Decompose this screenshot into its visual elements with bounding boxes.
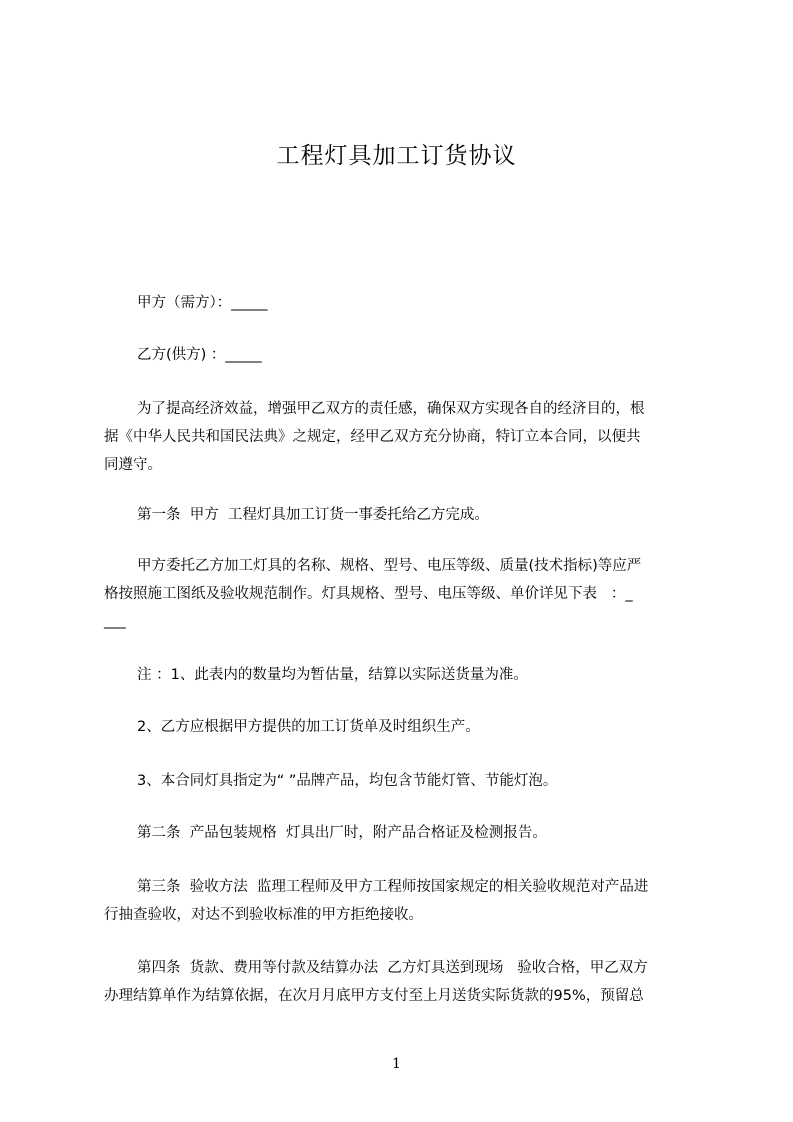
article-4-line-2: 办理结算单作为结算依据，在次月月底甲方支付至上月送货实际货款的95%，预留总	[104, 988, 644, 1004]
page-number: 1	[392, 1056, 401, 1072]
article-1-detail-line-2: 格按照施工图纸及验收规范制作。灯具规格、型号、电压等级、单价详见下表 ：_	[104, 586, 633, 602]
note-1: 注 ：1、此表内的数量均为暂估量，结算以实际送货量为准。	[137, 667, 528, 683]
note-2: 2、乙方应根据甲方提供的加工订货单及时组织生产。	[137, 719, 480, 735]
party-a-line: 甲方（需方）：_____	[137, 295, 268, 311]
preamble-line-2: 据《中华人民共和国民法典》之规定，经甲乙双方充分协商，特订立本合同，以便共	[104, 429, 641, 445]
document-title: 工程灯具加工订货协议	[276, 143, 517, 169]
article-1: 第一条 甲方 工程灯具加工订货一事委托给乙方完成。	[137, 507, 489, 523]
article-1-detail-line-3: ___	[104, 613, 126, 629]
preamble-line-3: 同遵守。	[104, 457, 162, 473]
note-3: 3、本合同灯具指定为“ ”品牌产品，均包含节能灯管、节能灯泡。	[137, 773, 558, 789]
preamble-line-1: 为了提高经济效益，增强甲乙双方的责任感，确保双方实现各自的经济目的，根	[137, 401, 645, 417]
article-2: 第二条 产品包装规格 灯具出厂时，附产品合格证及检测报告。	[137, 825, 547, 841]
article-1-detail-line-1: 甲方委托乙方加工灯具的名称、规格、型号、电压等级、质量(技术指标)等应严	[137, 558, 642, 574]
article-3-line-1: 第三条 验收方法 监理工程师及甲方工程师按国家规定的相关验收规范对产品进	[137, 879, 649, 895]
article-4-line-1: 第四条 货款、费用等付款及结算办法 乙方灯具送到现场 验收合格，甲乙双方	[137, 960, 648, 976]
article-3-line-2: 行抽查验收，对达不到验收标准的甲方拒绝接收。	[104, 907, 423, 923]
party-b-line: 乙方(供方) ：_____	[137, 347, 262, 363]
